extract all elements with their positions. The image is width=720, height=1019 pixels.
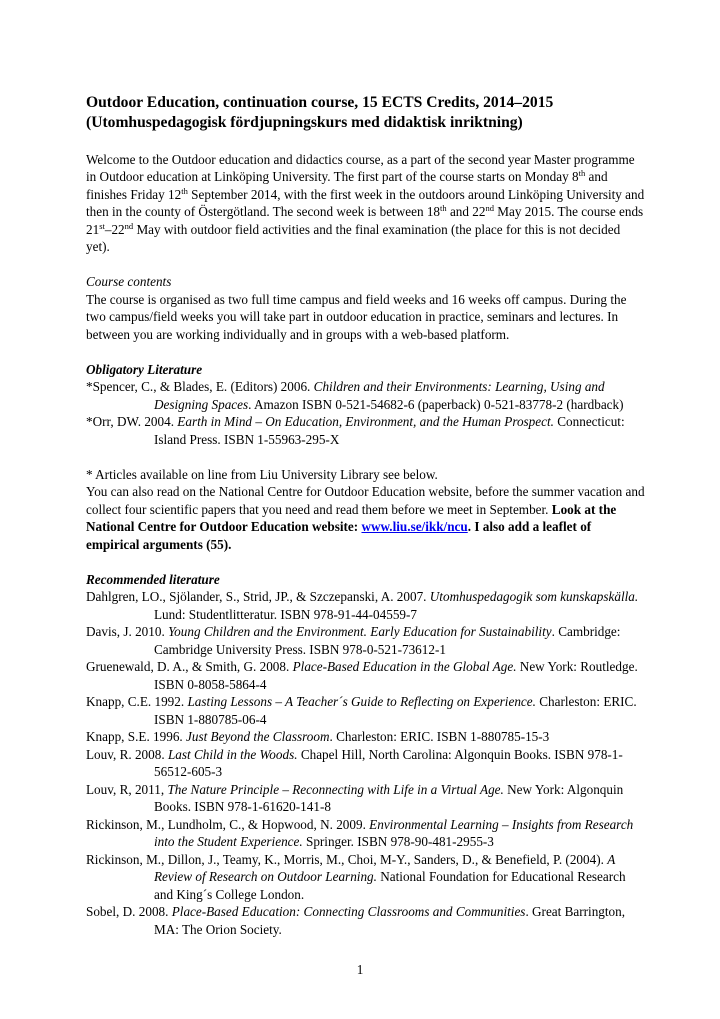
reference-author: Sobel, D. 2008. — [86, 904, 172, 919]
reference-title: Just Beyond the Classroom — [186, 729, 330, 744]
obligatory-literature-list — [86, 378, 646, 448]
reference-author: Davis, J. 2010. — [86, 624, 169, 639]
reference-author: Knapp, C.E. 1992. — [86, 694, 188, 709]
reference-title: The Nature Principle – Reconnecting with Life in a Virtual Age. — [167, 781, 504, 797]
reference-publisher: . Amazon ISBN 0-521-54682-6 (paperback) 0-521-83778-2 (hardback) — [248, 396, 624, 412]
ordinal-suffix: nd — [124, 220, 134, 231]
reference-title: Place-Based Education: Connecting Classrooms and Communities — [171, 904, 526, 919]
reference-title: Environmental Learning – Insights from Research into the Student Experience. — [154, 816, 634, 849]
ordinal-suffix: th — [578, 168, 586, 178]
reference-publisher: Springer. ISBN 978-90-481-2955-3 — [302, 834, 494, 849]
reference-author: Gruenewald, D. A., & Smith, G. 2008. — [86, 659, 293, 674]
intro-text: and finishes Friday 12 — [86, 169, 608, 202]
reference-publisher: Connecticut: Island Press. ISBN 1-55963-295-X — [154, 414, 625, 447]
course-contents-body: The course is organised as two full time campus and field weeks and 16 weeks off campus. During the two campus/field weeks you will take part in outdoor education in practice, seminars and lectures. In between you are working individually and in groups with a web-based platform. — [86, 291, 627, 342]
reference-author: Rickinson, M., Lundholm, C., & Hopwood, N. 2009. — [86, 816, 370, 832]
course-contents-heading — [86, 273, 646, 291]
reference-author: Louv, R, 2011, — [86, 781, 168, 797]
document-page — [86, 93, 646, 938]
reference-author: *Spencer, C., & Blades, E. (Editors) 2006. — [86, 379, 314, 394]
intro-text: September 2014, with the first week in the outdoors around Linköping University and then in the county of Östergötland. The second week is between 18 — [86, 186, 645, 219]
reference-item — [86, 693, 646, 728]
reference-title: Lasting Lessons – A Teacher´s Guide to Reflecting on Experience. — [187, 694, 536, 709]
reference-title: Children and their Environments: Learning, Using and Designing Spaces — [154, 379, 605, 412]
reference-item — [86, 413, 646, 448]
obligatory-heading-text: Obligatory Literature — [86, 361, 203, 377]
reference-item — [86, 903, 646, 938]
reference-item — [86, 658, 646, 693]
intro-text: May 2015. The course ends 21 — [86, 204, 644, 237]
reference-item — [86, 728, 646, 746]
reference-item — [86, 816, 646, 851]
reference-title: Young Children and the Environment. Early Education for Sustainability — [168, 624, 552, 639]
reference-author: Rickinson, M., Dillon, J., Teamy, K., Morris, M., Choi, M-Y., Sanders, D., & Benefield, P. (2004). — [86, 851, 608, 867]
intro-text: Welcome to the Outdoor education and didactics course, as a part of the second year Master programme in Outdoor education at Linköping University. The first part of the course starts on Monday 8 — [86, 151, 635, 184]
document-title — [86, 93, 646, 133]
reference-title: Last Child in the Woods. — [167, 746, 298, 762]
obligatory-literature-heading — [86, 361, 646, 379]
reference-item — [86, 588, 646, 623]
reference-publisher: . Cambridge: Cambridge University Press. ISBN 978-0-521-73612-1 — [154, 624, 621, 657]
reference-publisher: National Foundation for Educational Research and King´s College London. — [154, 869, 626, 902]
reference-item — [86, 378, 646, 413]
intro-text: –22 — [104, 221, 125, 237]
ncu-website-link[interactable]: www.liu.se/ikk/ncu — [361, 519, 468, 534]
reference-publisher: . Charleston: ERIC. ISBN 1-880785-15-3 — [329, 729, 550, 744]
title-line-2: (Utomhuspedagogisk fördjupningskurs med didaktisk inriktning) — [86, 114, 523, 131]
reference-author: Louv, R. 2008. — [86, 746, 168, 762]
reference-item — [86, 851, 646, 904]
ordinal-suffix: th — [181, 185, 188, 196]
ordinal-suffix: nd — [485, 203, 494, 213]
intro-text: May with outdoor field activities and the final examination (the place for this is not decided yet). — [86, 221, 621, 254]
reference-item — [86, 746, 646, 781]
reference-publisher: . Great Barrington, MA: The Orion Society. — [154, 904, 626, 937]
reference-author: *Orr, DW. 2004. — [86, 414, 178, 429]
title-line-1: Outdoor Education, continuation course, 15 ECTS Credits, 2014–2015 — [86, 94, 554, 111]
recommended-literature-list — [86, 588, 646, 938]
reference-publisher: Chapel Hill, North Carolina: Algonquin Books. ISBN 978-1-56512-605-3 — [154, 746, 623, 779]
intro-text: and 22 — [446, 204, 486, 219]
reference-title: A Review of Research on Outdoor Learning. — [154, 851, 616, 884]
reference-title: Place-Based Education in the Global Age. — [292, 659, 517, 674]
reference-publisher: New York: Algonquin Books. ISBN 978-1-61620-141-8 — [154, 781, 624, 814]
reference-title: Earth in Mind – On Education, Environment, and the Human Prospect. — [177, 414, 554, 429]
website-bold-text: Look at the National Centre for Outdoor Education website: — [86, 501, 617, 534]
recommended-heading-text: Recommended literature — [86, 571, 220, 587]
reference-item — [86, 623, 646, 658]
ordinal-suffix: st — [99, 220, 105, 231]
reference-publisher: Lund: Studentlitteratur. ISBN 978-91-44-04559-7 — [154, 606, 417, 622]
recommended-literature-heading — [86, 571, 646, 589]
page-number: 1 — [356, 962, 364, 977]
intro-paragraph — [86, 151, 646, 256]
reference-item — [86, 781, 646, 816]
website-paragraph — [86, 483, 646, 553]
articles-note: * Articles available on line from Liu University Library see below. — [86, 466, 438, 482]
reference-author: Knapp, S.E. 1996. — [86, 729, 187, 744]
ordinal-suffix: th — [440, 203, 447, 213]
reference-author: Dahlgren, LO., Sjölander, S., Strid, JP., & Szczepanski, A. 2007. — [86, 589, 430, 604]
reference-title: Utomhuspedagogik som kunskapskälla. — [429, 589, 639, 604]
leaflet-bold-text: . I also add a leaflet of empirical arguments (55). — [86, 519, 592, 552]
reference-publisher: Charleston: ERIC. ISBN 1-880785-06-4 — [154, 694, 637, 727]
course-contents-heading-text: Course contents — [86, 274, 172, 289]
website-text: You can also read on the National Centre for Outdoor Education website, before the summer vacation and collect four scientific papers that you need and read them before we meet in September. — [86, 484, 645, 517]
reference-publisher: New York: Routledge. ISBN 0-8058-5864-4 — [154, 659, 638, 692]
